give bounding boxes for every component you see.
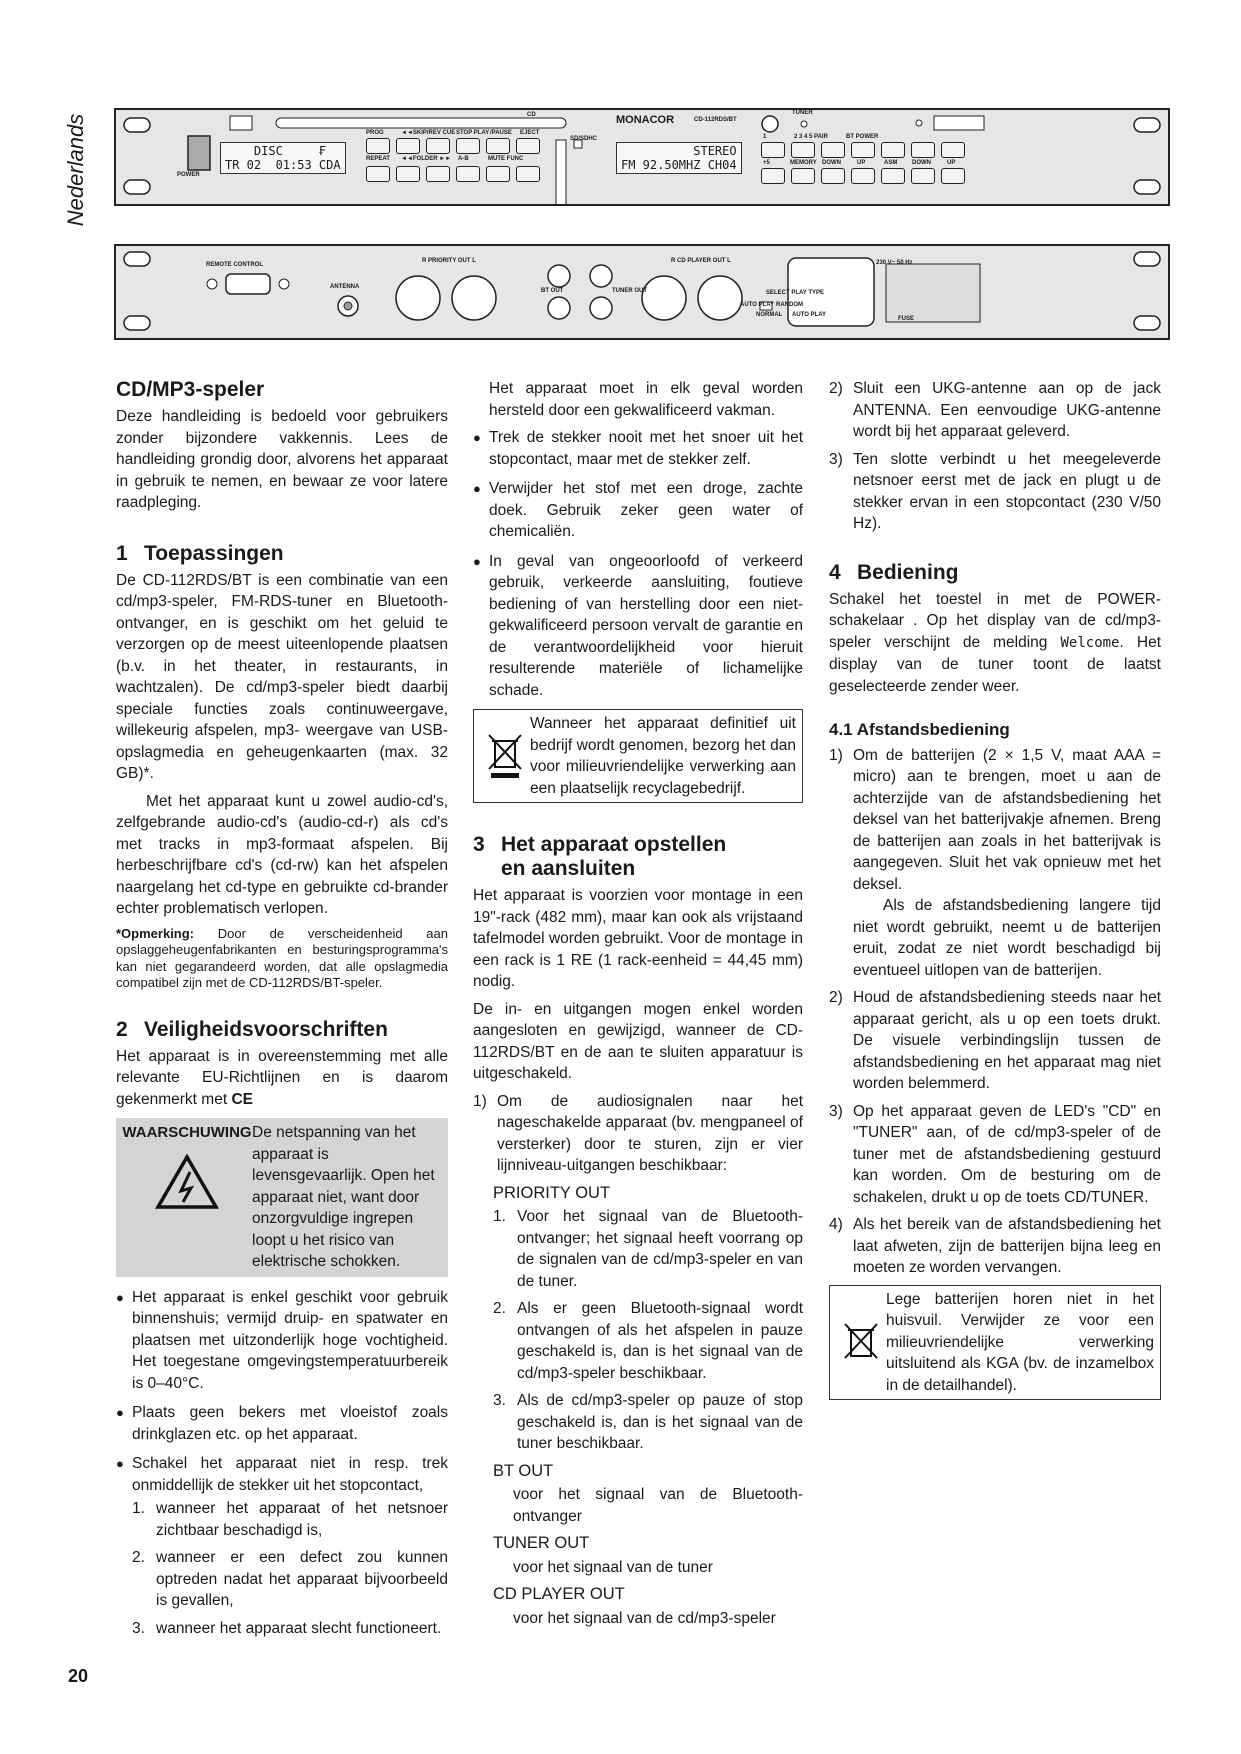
section-3-number: 3: [473, 833, 485, 856]
tuner-out-label: TUNER OUT: [612, 288, 647, 294]
up-button: [851, 168, 875, 184]
safety-bullet-unplug-text: Schakel het apparaat niet in resp. trek onmiddellijk de stekker uit het stopcontact,: [132, 1455, 448, 1494]
connection-step-1: [473, 1091, 803, 1177]
unplug-condition-number: 2.: [132, 1549, 145, 1566]
section-2-paragraph: [116, 1046, 448, 1111]
front-button-label-pause: /PAUSE: [490, 130, 512, 136]
section-1-heading: [116, 542, 448, 566]
cd-tuner-button: [941, 142, 965, 158]
remote-steps: [829, 745, 1161, 1279]
warning-box: [116, 1118, 448, 1277]
section-4-paragraph: [829, 589, 1161, 698]
bt-out-text: voor het signaal van de Bluetooth-ontvanger: [513, 1486, 803, 1525]
step-text: Houd de afstandsbediening steeds naar het apparaat gericht, als u op een toets drukt. De visuele verbindingslijn tussen de afstandsbediening en het apparaat mag niet worden belemmerd.: [853, 989, 1161, 1092]
priority-item: [493, 1206, 803, 1292]
preset-2-button: [791, 142, 815, 158]
power-label: POWER: [177, 172, 200, 178]
ab-button: [456, 166, 480, 182]
battery-disposal-icon-wrap: [836, 1289, 886, 1397]
play-pause-button: [486, 138, 510, 154]
language-side-label: [56, 110, 96, 230]
section-3-title-line2: en aansluiten: [501, 857, 636, 880]
front-panel-illustration: [114, 108, 1170, 206]
preset-3-button: [821, 142, 845, 158]
language-label-text: Nederlands: [63, 113, 88, 227]
footnote: [116, 926, 448, 992]
cd-led-label: CD: [527, 112, 536, 118]
unplug-condition: [132, 1618, 448, 1640]
priority-out-items: [493, 1206, 803, 1455]
tuner-out-text: voor het signaal van de tuner: [513, 1558, 713, 1576]
warning-label: WAARSCHUWING: [122, 1124, 252, 1141]
mains-label: 230 V~ 50 Hz: [876, 260, 913, 266]
cd-display-line2: TR 02 01:53 CDA: [225, 158, 341, 172]
warning-text: De netspanning van het apparaat is levensgevaarlijk. Open het apparaat niet, want door onzorgvuldige ingrepen loopt u het risico van elektrische schokken.: [252, 1124, 435, 1270]
random-label: RANDOM: [776, 302, 803, 308]
asm-button: [881, 168, 905, 184]
folder-up-button: [426, 166, 450, 182]
tuner-label-bt-power: BT POWER: [846, 134, 879, 140]
step-number: 1): [829, 746, 843, 764]
cd-display-line1: DISC ₣: [225, 144, 327, 158]
footnote-text: Door de verscheidenheid aan opslaggeheugenfabrikanten en besturingsprogramma's kan niet gegarandeerd worden, dat alle opslagmedia compatibel zijn met de CD-112RDS/BT-speler.: [116, 925, 448, 990]
step-number: 1): [473, 1092, 487, 1110]
priority-item-number: 1.: [493, 1208, 506, 1225]
memory-button: [791, 168, 815, 184]
crossed-bin-icon: [485, 731, 525, 781]
priority-item-text: Als er geen Bluetooth-signaal wordt ontvangen of als het afspelen in pauze geschakeld is, dan is het signaal van de cd/mp3-speler beschikbaar.: [517, 1300, 803, 1382]
front-button-label-repeat: REPEAT: [366, 156, 390, 162]
disposal-icon-wrap: [480, 713, 530, 799]
section-3-title-line1: Het apparaat opstellen: [501, 833, 727, 856]
safety-bullet-cleaning: ● Verwijder het stof met een droge, zachte doek. Gebruik zeker geen water of chemicaliën.: [473, 478, 803, 543]
cd-display: [220, 142, 346, 174]
battery-disposal-box: [829, 1285, 1161, 1401]
front-button-label-mute: MUTE FUNC: [488, 156, 524, 162]
step-text: Als het bereik van de afstandsbediening het laat afweten, zijn de batterijen bijna leeg en moeten ze worden vervangen.: [853, 1216, 1161, 1276]
tuner-label-up: UP: [857, 160, 866, 166]
unplug-condition-number: 1.: [132, 1500, 145, 1517]
down2-button: [911, 168, 935, 184]
plus5-button: [761, 168, 785, 184]
priority-item: [493, 1298, 803, 1384]
front-button-label-stop: STOP PLAY: [456, 130, 490, 136]
repeat-button: [366, 166, 390, 182]
cd-player-out-heading: CD PLAYER OUT: [493, 1585, 625, 1603]
step-number: 2): [829, 989, 843, 1006]
step-number: 4): [829, 1216, 843, 1233]
repair-continuation: Het apparaat moet in elk geval worden hersteld door een gekwalificeerd vakman.: [489, 380, 803, 419]
down-button: [821, 168, 845, 184]
remote-step-3: [829, 1101, 1161, 1209]
connection-step-2: [829, 378, 1161, 443]
safety-bullet-unplug: [116, 1453, 448, 1639]
prog-button: [366, 138, 390, 154]
folder-down-button: [396, 166, 420, 182]
section-2-heading: [116, 1018, 448, 1042]
safety-bullets-2: [473, 427, 803, 701]
eject-button: [516, 138, 540, 154]
tuner-label-down: DOWN: [822, 160, 841, 166]
normal-label: NORMAL: [756, 312, 783, 318]
step-number: 3): [829, 450, 843, 468]
section-4-1-heading: 4.1 Afstandsbediening: [829, 720, 1010, 739]
section-4-heading: [829, 561, 1161, 585]
safety-bullet-plug: ● Trek de stekker nooit met het snoer uit het stopcontact, maar met de stekker zelf.: [473, 427, 803, 470]
section-4-title: Bediening: [857, 560, 959, 584]
section-2-title: Veiligheidsvoorschriften: [144, 1017, 388, 1041]
front-button-label-ab: A-B: [458, 156, 469, 162]
tuner-label-asm: ASM: [884, 160, 898, 166]
tuner-display-line2: FM 92.50MHZ CH04: [621, 158, 737, 172]
safety-bullet-warranty: ● In geval van ongeoorloofd of verkeerd gebruik, verkeerde aansluiting, foutieve bediening of van herstelling door een niet-gekwalificeerd persoon vervalt de garantie en de verantwoordelijkheid voor hieruit resulterende materiële of lichamelijke schade.: [473, 551, 803, 702]
front-button-label-eject: EJECT: [520, 130, 540, 136]
stop-button: [456, 138, 480, 154]
priority-item-text: Als de cd/mp3-speler op pauze of stop geschakeld is, dan is het signaal van de tuner beschikbaar.: [517, 1392, 803, 1452]
section-1-paragraph-1: De CD-112RDS/BT is een combinatie van een cd/mp3-speler, FM-RDS-tuner en Bluetooth-ontvanger, en is geschikt om het geluid te verzorgen op de meest uiteenlopende plaatsen (b.v. in het theater, in restaurants, in wachtzalen). De cd/mp3-speler biedt daarbij speciale functies zoals continuweergave, willekeurig afspelen, mp3- weergave van USB-opslagmedia en geheugenkaarten (max. 32 GB)*.: [116, 571, 448, 782]
connection-steps: [473, 1091, 803, 1177]
section-1-paragraph-2: Met het apparaat kunt u zowel audio-cd's, zelfgebrande audio-cd's (audio-cd-r) als cd's met tracks in mp3-formaat afspelen. Bij herbeschrijfbare cd's (cd-rw) kan het afspelen naargelang het cd-type en gebruikte cd-brander echter problematisch verlopen.: [116, 792, 448, 917]
auto-play2-label: AUTO PLAY: [792, 312, 827, 318]
welcome-display-text: Welcome: [1060, 634, 1120, 651]
ce-mark: CE: [231, 1090, 253, 1108]
section-4-text-a: Schakel het toestel in met de POWER-schakelaar . Op het display van de cd/mp3-speler verschijnt de melding: [829, 590, 1161, 651]
step-number: 3): [829, 1102, 843, 1120]
page-number: 20: [68, 1666, 89, 1686]
section-3-heading: [473, 833, 803, 881]
unplug-conditions: [132, 1498, 448, 1639]
priority-item-number: 2.: [493, 1300, 506, 1317]
step-text: Ten slotte verbindt u het meegeleverde netsnoer eerst met de jack en plugt u de stekker ervan in een stopcontact (230 V/50 Hz).: [853, 450, 1161, 532]
rear-panel-illustration: [114, 244, 1170, 340]
cd-player-out-text: voor het signaal van de cd/mp3-speler: [513, 1609, 776, 1627]
column-2: [473, 378, 803, 1635]
antenna-label: ANTENNA: [330, 284, 360, 290]
priority-out-heading: PRIORITY OUT: [493, 1183, 611, 1202]
section-4-number: 4: [829, 560, 841, 584]
unplug-condition-text: wanneer het apparaat slecht functioneert.: [156, 1619, 442, 1637]
remote-step-2: [829, 987, 1161, 1095]
step-text: Op het apparaat geven de LED's "CD" en "TUNER" aan, of de cd/mp3-speler of de tuner met de afstandsbediening gestuurd kan worden. Om de besturing om de schakelen, drukt u op de toets CD/TUNER.: [853, 1102, 1161, 1206]
rev-button: [396, 138, 420, 154]
priority-item-number: 3.: [493, 1392, 506, 1409]
connection-step-3: [829, 449, 1161, 535]
remote-step-1: [829, 745, 1161, 982]
section-2-number: 2: [116, 1017, 128, 1041]
unplug-condition: [132, 1547, 448, 1612]
preset-1-button: [761, 142, 785, 158]
tuner-label-memory: MEMORY: [790, 160, 817, 166]
column-1: [116, 378, 448, 1647]
column-3: [829, 378, 1161, 1410]
crossed-bin-icon: [841, 1320, 881, 1364]
priority-out-label: R PRIORITY OUT L: [422, 258, 476, 264]
unplug-condition-text: wanneer er een defect zou kunnen optreden nadat het apparaat bijvoorbeeld is gevallen,: [156, 1549, 448, 1609]
connection-steps-cont: [829, 378, 1161, 535]
up2-button: [941, 168, 965, 184]
step-text: [853, 745, 1161, 982]
safety-bullets-1: [116, 1287, 448, 1640]
tuner-label-plus5: +5: [763, 160, 770, 166]
section-3-paragraph-1: Het apparaat is voorzien voor montage in een 19"-rack (482 mm), maar kan ook als vrijstaand tafelmodel worden gebruikt. Voor de montage in een rack is 1 RE (1 rack-eenheid = 44,45 mm) nodig.: [473, 887, 803, 990]
front-button-label-skip: ◄◄SKIP/REV CUE: [401, 130, 456, 136]
remote-control-label: REMOTE CONTROL: [206, 262, 263, 268]
tuner-label-down2: DOWN: [912, 160, 931, 166]
tuner-label-1: 1: [763, 134, 767, 140]
tuner-label-up2: UP: [947, 160, 956, 166]
section-1-number: 1: [116, 541, 128, 565]
tuner-led-label: TUNER: [792, 110, 813, 116]
bt-out-label: BT OUT: [541, 288, 564, 294]
priority-item-text: Voor het signaal van de Bluetooth-ontvanger; het signaal heeft voorrang op de signalen van de cd/mp3-speler en van de tuner.: [517, 1208, 803, 1290]
footnote-label: *Opmerking:: [116, 925, 195, 941]
remote-step-4: [829, 1214, 1161, 1279]
remote-step-1-text-2: Als de afstandsbediening langere tijd niet wordt gebruikt, neemt u de batterijen eruit, zodat ze niet wordt beschadigd bij eventueel uitlopen van de batterijen.: [853, 897, 1161, 979]
section-3-paragraph-2: De in- en uitgangen mogen enkel worden aangesloten en gewijzigd, wanneer de CD-112RDS/BT en de aan te sluiten apparatuur is uitgeschakeld.: [473, 1000, 803, 1082]
model-label: CD-112RDS/BT: [694, 117, 737, 123]
remote-step-1-text: Om de batterijen (2 × 1,5 V, maat AAA = micro) aan te brengen, moet u aan de achterzijde van de afstandsbediening het deksel van het batterijvakje afnemen. Breng de batterijen aan zoals in het batterijvak is aangegeven. Sluit het vak opnieuw met het deksel.: [853, 746, 1161, 893]
preset-5-button: [881, 142, 905, 158]
step-text: Om de audiosignalen naar het nageschakelde apparaat (bv. mengpaneel of versterker) door te sturen, zijn er vier lijnniveau-uitgangen beschikbaar:: [497, 1092, 803, 1174]
step-number: 2): [829, 380, 843, 397]
priority-item: [493, 1390, 803, 1455]
disposal-text: Wanneer het apparaat definitief uit bedrijf wordt genomen, bezorg het dan voor milieuvriendelijke verwerking aan een plaatselijk recyclagebedrijf.: [530, 715, 796, 797]
warning-left: [122, 1122, 252, 1273]
unplug-condition: [132, 1498, 448, 1541]
preset-4-button: [851, 142, 875, 158]
disposal-box: [473, 709, 803, 803]
safety-bullet-liquids: ● Plaats geen bekers met vloeistof zoals drinkglazen etc. op het apparaat.: [116, 1402, 448, 1445]
intro-paragraph: Deze handleiding is bedoeld voor gebruikers zonder bijzondere vakkennis. Lees de handleiding grondig door, alvorens het apparaat in gebruik te nemen, en bewaar ze voor latere raadpleging.: [116, 408, 448, 511]
auto-play-label: AUTO PLAY: [740, 302, 775, 308]
battery-disposal-text: Lege batterijen horen niet in het huisvuil. Verwijder ze voor een milieuvriendelijke verwerking uitsluitend als KGA (bv. de inzamelbox in de detailhandel).: [886, 1290, 1154, 1394]
bt-out-heading: BT OUT: [493, 1461, 554, 1480]
title-cd-mp3-speler: CD/MP3-speler: [116, 378, 265, 401]
unplug-condition-text: wanneer het apparaat of het netsnoer zichtbaar beschadigd is,: [156, 1500, 448, 1539]
front-button-label-folder: ◄◄FOLDER ►►: [401, 156, 452, 162]
safety-bullet-indoor: ● Het apparaat is enkel geschikt voor gebruik binnenshuis; vermijd druip- en spatwater en plaatsen met uitzonderlijk hoge vochtigheid. Het toegestane omgevingstemperatuurbereik is 0–40°C.: [116, 1287, 448, 1395]
tuner-label-pair: 2 3 4 5 PAIR: [794, 134, 828, 140]
section-4-text-b: . Het display van de tuner toont de laatst geselecteerde zender weer.: [829, 633, 1161, 695]
mute-button: [486, 166, 510, 182]
tuner-display: [616, 142, 742, 174]
front-button-label-prog: PROG: [366, 130, 384, 136]
tuner-out-heading: TUNER OUT: [493, 1534, 590, 1552]
section-2-text: Het apparaat is in overeenstemming met alle relevante EU-Richtlijnen en is daarom gekenmerkt met: [116, 1047, 448, 1108]
electric-hazard-icon: [155, 1154, 219, 1210]
unplug-condition-number: 3.: [132, 1619, 145, 1637]
cd-player-out-label: R CD PLAYER OUT L: [671, 258, 731, 264]
select-play-type-label: SELECT PLAY TYPE: [766, 290, 825, 296]
bt-power-button: [911, 142, 935, 158]
fuse-label: FUSE: [898, 316, 915, 322]
func-button: [516, 166, 540, 182]
sdsdhc-label: SD/SDHC: [570, 136, 598, 142]
section-1-title: Toepassingen: [144, 541, 284, 565]
tuner-display-line1: STEREO: [621, 144, 737, 158]
fwd-button: [426, 138, 450, 154]
step-text: Sluit een UKG-antenne aan op de jack ANTENNA. Een eenvoudige UKG-antenne wordt bij het apparaat geleverd.: [853, 380, 1161, 440]
brand-logo: MONACOR: [616, 114, 675, 126]
